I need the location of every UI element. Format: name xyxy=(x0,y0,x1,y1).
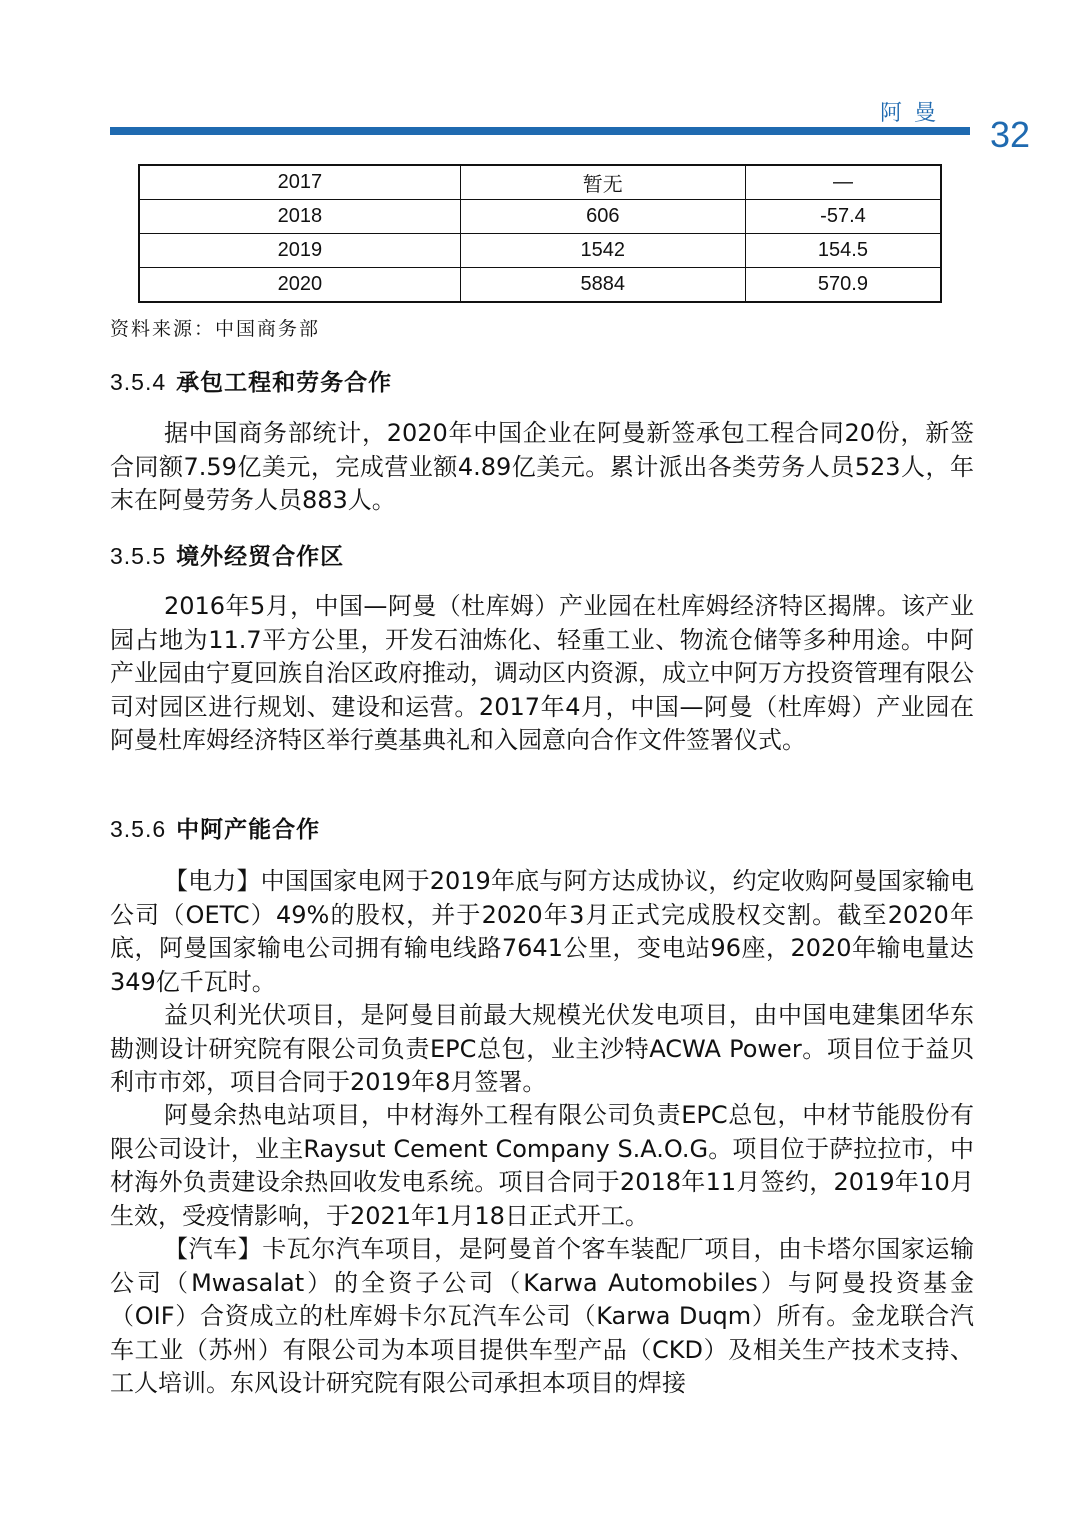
section-number: 3.5.6 xyxy=(110,816,167,842)
section-heading xyxy=(110,538,344,571)
section-title: 中阿产能合作 xyxy=(176,817,321,843)
body-paragraph: 【汽车】卡瓦尔汽车项目，是阿曼首个客车装配厂项目，由卡塔尔国家运输公司（Mwasalat）的全资子公司（Karwa Automobiles）与阿曼投资基金（OIF）合资成立的杜库姆卡尔瓦汽车公司（Karwa Duqm）所有。金龙联合汽车工业（苏州）有限公司为本项目提供车型产品（CKD）及相关生产技术支持、工人培训。东风设计研究院有限公司承担本项目的焊接 xyxy=(110,1235,974,1397)
section-number: 3.5.4 xyxy=(110,369,167,395)
body-paragraph: 【电力】中国国家电网于2019年底与阿方达成协议，约定收购阿曼国家输电公司（OETC）49%的股权，并于2020年3月正式完成股权交割。截至2020年底，阿曼国家输电公司拥有输电线路7641公里，变电站96座，2020年输电量达349亿千瓦时。 xyxy=(110,867,974,996)
body-paragraph: 阿曼余热电站项目，中材海外工程有限公司负责EPC总包，中材节能股份有限公司设计，业主Raysut Cement Company S.A.O.G。项目位于萨拉拉市，中材海外负责建设余热回收发电系统。项目合同于2018年11月签约，2019年10月生效，受疫情影响，于2021年1月18日正式开工。 xyxy=(110,1101,974,1230)
source-note: 资料来源：中国商务部 xyxy=(110,318,321,340)
table-cell: 570.9 xyxy=(745,268,941,303)
table-cell: 暂无 xyxy=(460,165,745,200)
table-cell: 2017 xyxy=(139,165,460,200)
section-title: 境外经贸合作区 xyxy=(176,544,345,570)
table-cell: 606 xyxy=(460,200,745,234)
page-number: 32 xyxy=(990,114,1031,155)
section-title: 承包工程和劳务合作 xyxy=(176,370,393,396)
table-cell: 2018 xyxy=(139,200,460,234)
table-cell: 2020 xyxy=(139,268,460,303)
header-rule xyxy=(110,127,970,135)
data-table xyxy=(138,164,942,303)
table-row xyxy=(139,268,941,303)
section-number: 3.5.5 xyxy=(110,543,167,569)
table-cell: -57.4 xyxy=(745,200,941,234)
table-cell: 1542 xyxy=(460,234,745,268)
table-cell: 5884 xyxy=(460,268,745,303)
table-cell: — xyxy=(745,165,941,200)
body-paragraph: 益贝利光伏项目，是阿曼目前最大规模光伏发电项目，由中国电建集团华东勘测设计研究院有限公司负责EPC总包，业主沙特ACWA Power。项目位于益贝利市市郊，项目合同于2019年8月签署。 xyxy=(110,1001,974,1096)
section-heading xyxy=(110,364,392,397)
table-row xyxy=(139,234,941,268)
table-row xyxy=(139,200,941,234)
table-cell: 154.5 xyxy=(745,234,941,268)
body-paragraph: 2016年5月，中国—阿曼（杜库姆）产业园在杜库姆经济特区揭牌。该产业园占地为11.7平方公里，开发石油炼化、轻重工业、物流仓储等多种用途。中阿产业园由宁夏回族自治区政府推动，调动区内资源，成立中阿万方投资管理有限公司对园区进行规划、建设和运营。2017年4月，中国—阿曼（杜库姆）产业园在阿曼杜库姆经济特区举行奠基典礼和入园意向合作文件签署仪式。 xyxy=(110,592,974,754)
table-cell: 2019 xyxy=(139,234,460,268)
header-country: 阿曼 xyxy=(880,101,949,126)
section-heading xyxy=(110,811,320,844)
table-row xyxy=(139,165,941,200)
body-paragraph: 据中国商务部统计，2020年中国企业在阿曼新签承包工程合同20份，新签合同额7.59亿美元，完成营业额4.89亿美元。累计派出各类劳务人员523人，年末在阿曼劳务人员883人。 xyxy=(110,419,974,514)
